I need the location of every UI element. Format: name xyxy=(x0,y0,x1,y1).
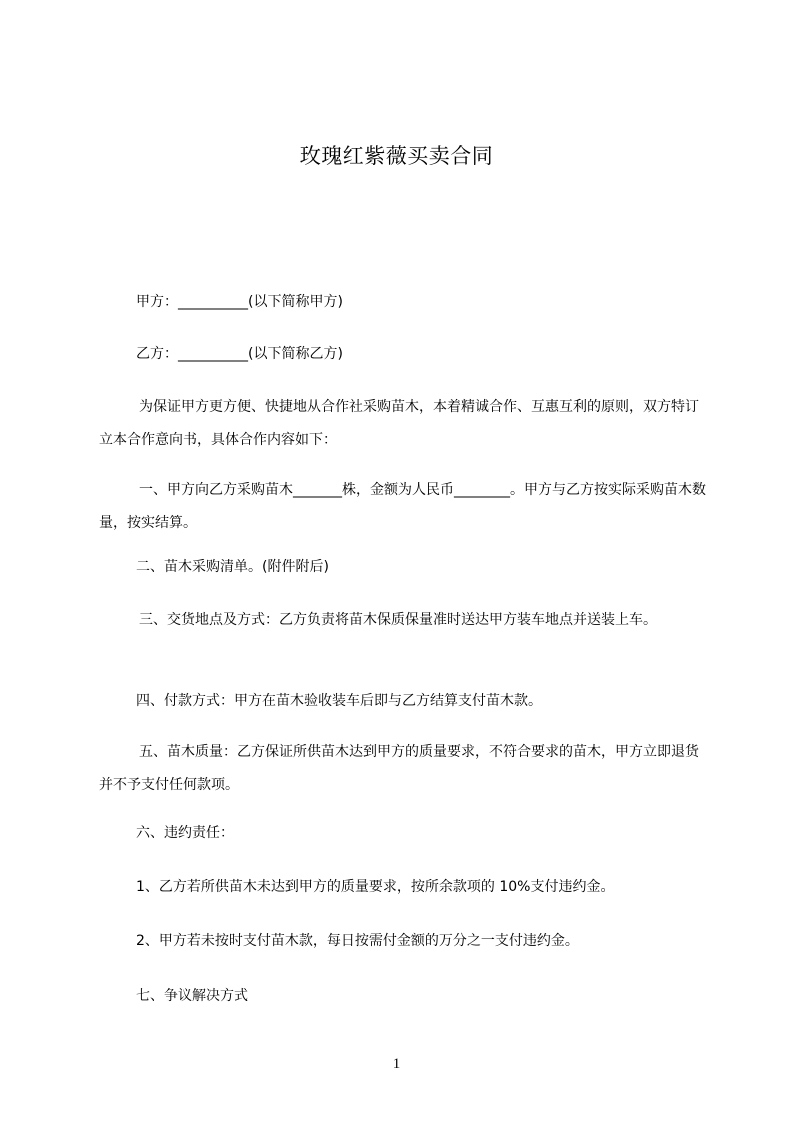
clause-4-paragraph: 四、付款方式：甲方在苗木验收装车后即与乙方结算支付苗木款。 xyxy=(136,693,542,709)
party-b-line: 乙方：__________(以下简称乙方) xyxy=(136,346,343,362)
page-number: 1 xyxy=(392,1056,401,1072)
clause-3-paragraph: 三、交货地点及方式：乙方负责将苗木保质保量准时送达甲方装车地点并送装上车。 xyxy=(139,612,657,628)
clause-6-item-1: 1、乙方若所供苗木未达到甲方的质量要求，按所余款项的 10%支付违约金。 xyxy=(136,879,615,895)
clause-7-heading: 七、争议解决方式 xyxy=(136,988,248,1004)
clause-2-paragraph: 二、苗木采购清单。(附件附后) xyxy=(136,559,329,575)
clause-1-paragraph: 一、甲方向乙方采购苗木_______株，金额为人民币________。甲方与乙方按实际采购苗木数量，按实结算。 xyxy=(99,482,706,531)
clause-6-heading: 六、违约责任： xyxy=(136,825,234,841)
clause-5-paragraph: 五、苗木质量：乙方保证所供苗木达到甲方的质量要求，不符合要求的苗木，甲方立即退货并不予支付任何款项。 xyxy=(99,744,699,793)
party-a-line: 甲方：__________(以下简称甲方) xyxy=(136,294,343,310)
document-title: 玫瑰红紫薇买卖合同 xyxy=(299,144,494,168)
preamble-paragraph: 为保证甲方更方便、快捷地从合作社采购苗木，本着精诚合作、互惠互利的原则，双方特订立本合作意向书，具体合作内容如下： xyxy=(99,399,699,448)
clause-6-item-2: 2、甲方若未按时支付苗木款，每日按需付金额的万分之一支付违约金。 xyxy=(136,933,579,949)
